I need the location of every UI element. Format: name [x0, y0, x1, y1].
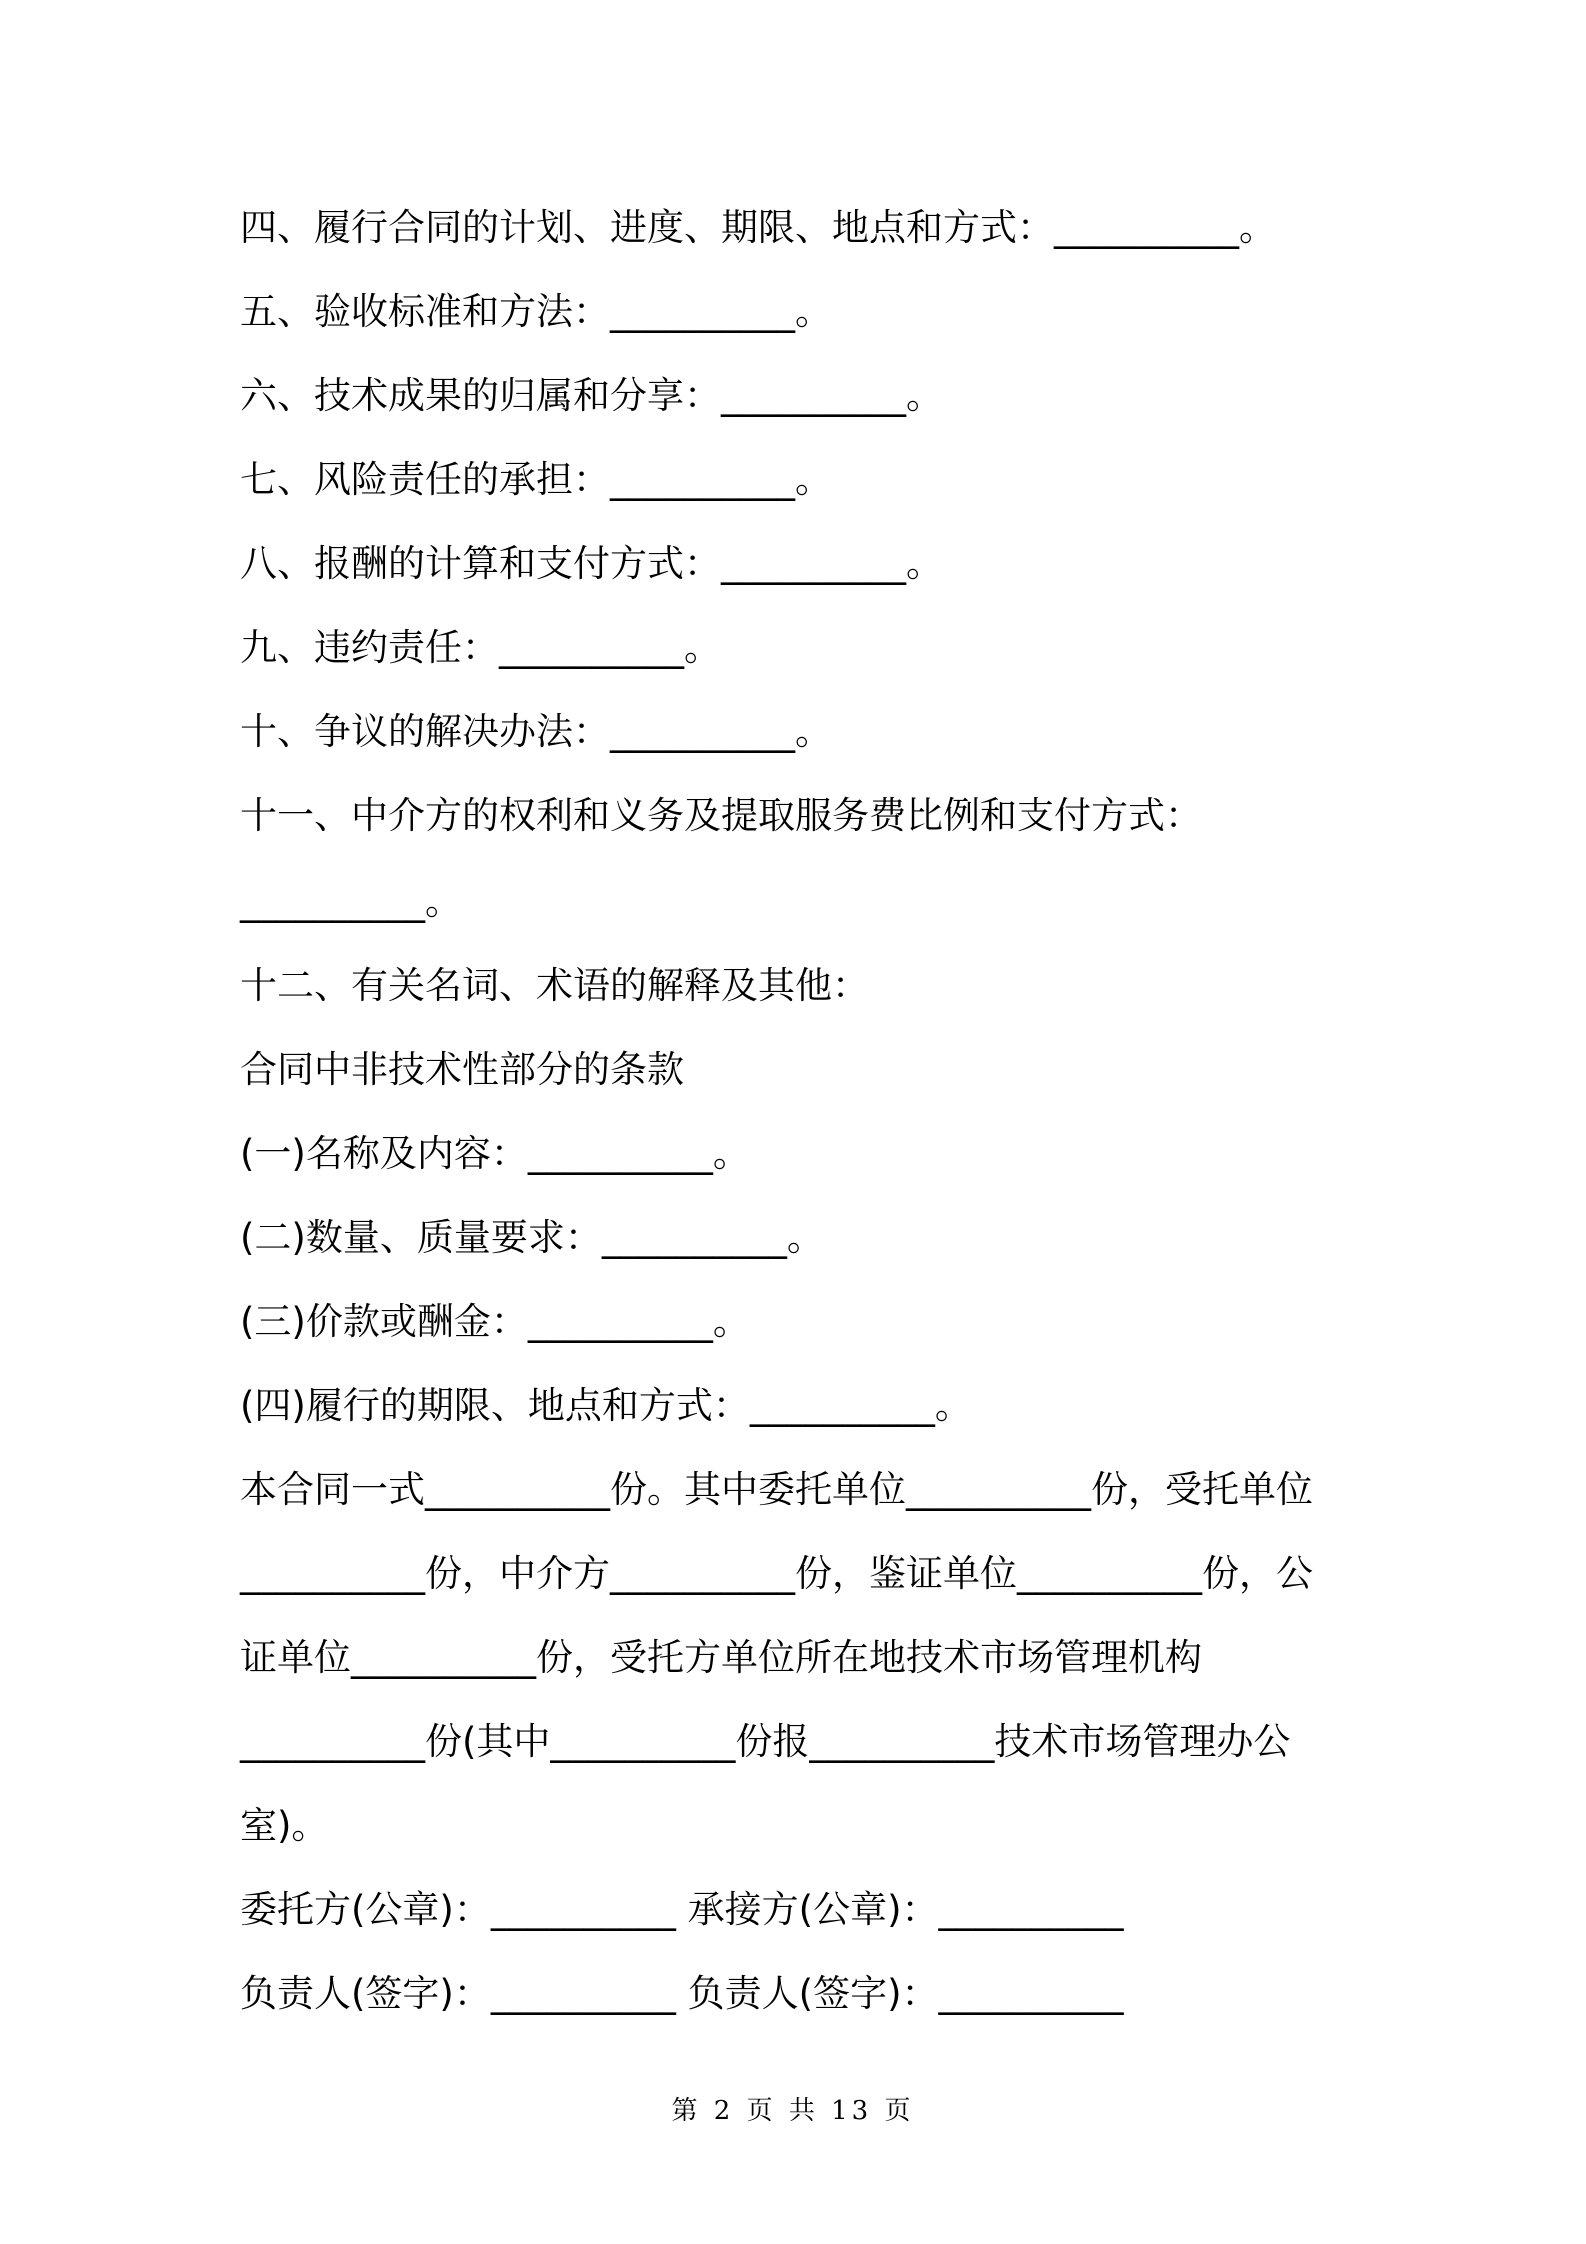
item-4-performance: (四)履行的期限、地点和方式：__________。	[240, 1384, 972, 1427]
copies-paragraph-line-3: 证单位__________份，受托方单位所在地技术市场管理机构	[240, 1636, 1202, 1679]
clause-12-terms: 十二、有关名词、术语的解释及其他：	[240, 964, 869, 1007]
clause-5-acceptance: 五、验收标准和方法：__________。	[240, 290, 832, 333]
clause-9-breach: 九、违约责任：__________。	[240, 626, 721, 669]
non-technical-heading: 合同中非技术性部分的条款	[240, 1048, 684, 1091]
copies-paragraph-line-5: 室)。	[240, 1804, 329, 1847]
clause-8-payment: 八、报酬的计算和支付方式：__________。	[240, 542, 943, 585]
item-1-name: (一)名称及内容：__________。	[240, 1132, 750, 1175]
signature-person-line: 负责人(签字)：__________ 负责人(签字)：__________	[240, 1972, 1124, 2015]
clause-11-intermediary: 十一、中介方的权利和义务及提取服务费比例和支付方式：	[240, 794, 1202, 837]
copies-paragraph-line-4: __________份(其中__________份报__________技术市场管理办公	[240, 1720, 1291, 1763]
clause-4-plan-schedule: 四、履行合同的计划、进度、期限、地点和方式：__________。	[240, 206, 1276, 249]
clause-10-dispute: 十、争议的解决办法：__________。	[240, 710, 832, 753]
clause-7-risk: 七、风险责任的承担：__________。	[240, 458, 832, 501]
item-2-quantity: (二)数量、质量要求：__________。	[240, 1216, 824, 1259]
copies-paragraph-line-2: __________份，中介方__________份，鉴证单位__________份，公	[240, 1552, 1313, 1595]
page-number-footer: 第 2 页 共 13 页	[671, 2096, 915, 2126]
signature-seal-line: 委托方(公章)：__________ 承接方(公章)：__________	[240, 1888, 1124, 1931]
clause-6-ownership: 六、技术成果的归属和分享：__________。	[240, 374, 943, 417]
copies-paragraph-line-1: 本合同一式__________份。其中委托单位__________份，受托单位	[240, 1468, 1313, 1511]
clause-11-blank: __________。	[240, 880, 462, 923]
item-3-price: (三)价款或酬金：__________。	[240, 1300, 750, 1343]
